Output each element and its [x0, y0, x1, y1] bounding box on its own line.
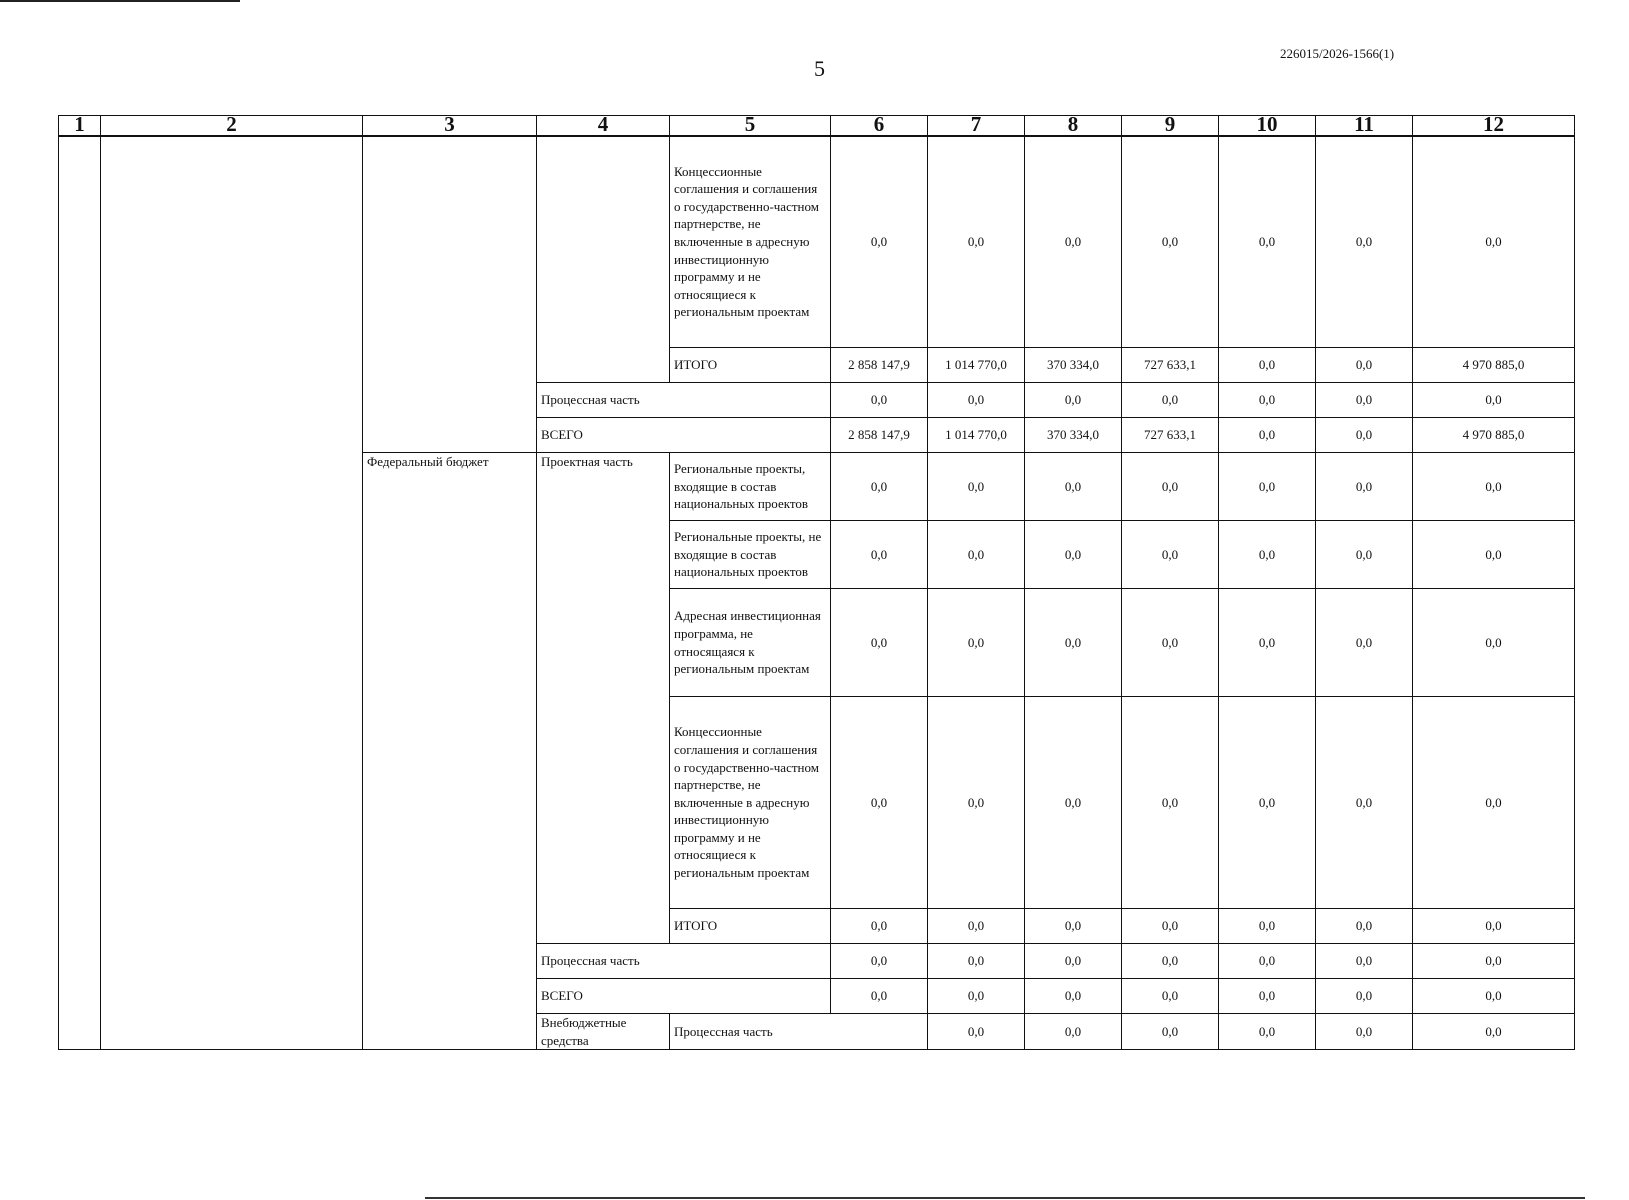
document-code: 226015/2026-1566(1) [1280, 46, 1395, 61]
value-cell: 0,0 [1316, 383, 1413, 418]
value-cell: 0,0 [1219, 383, 1316, 418]
value-cell: 0,0 [1316, 589, 1413, 697]
col2-cell [101, 136, 363, 1050]
value-cell: 0,0 [1413, 453, 1575, 521]
value-cell: 0,0 [1219, 453, 1316, 521]
value-cell: 0,0 [1316, 1014, 1413, 1050]
value-cell: 0,0 [928, 909, 1025, 944]
col4-cell [537, 136, 670, 383]
row-label: Процессная часть [537, 944, 831, 979]
value-cell: 0,0 [1219, 1014, 1316, 1050]
value-cell: 0,0 [1413, 944, 1575, 979]
value-cell: 0,0 [831, 521, 928, 589]
header-cell: 10 [1219, 116, 1316, 136]
value-cell: 0,0 [1122, 979, 1219, 1014]
value-cell: 0,0 [1122, 383, 1219, 418]
value-cell: 0,0 [831, 453, 928, 521]
project-part-label: Проектная часть [537, 453, 670, 944]
row-label: Концессионные соглашения и соглашения о государственно-частном партнерстве, не включенные в адресную инвестиционную программу и не относящиеся к региональным проектам [670, 136, 831, 348]
value-cell: 0,0 [1122, 589, 1219, 697]
row-label: ИТОГО [670, 909, 831, 944]
value-cell: 4 970 885,0 [1413, 418, 1575, 453]
value-cell: 0,0 [1316, 453, 1413, 521]
value-cell: 0,0 [1122, 1014, 1219, 1050]
value-cell: 0,0 [1025, 521, 1122, 589]
budget-table [58, 115, 1575, 1050]
value-cell: 0,0 [1316, 979, 1413, 1014]
value-cell: 0,0 [1025, 589, 1122, 697]
value-cell: 0,0 [928, 697, 1025, 909]
value-cell: 0,0 [1122, 909, 1219, 944]
header-cell: 11 [1316, 116, 1413, 136]
value-cell: 0,0 [928, 589, 1025, 697]
value-cell: 0,0 [831, 136, 928, 348]
header-row [59, 116, 1575, 136]
row-label: Адресная инвестиционная программа, не относящаяся к региональным проектам [670, 589, 831, 697]
value-cell: 0,0 [1219, 944, 1316, 979]
value-cell: 0,0 [1122, 521, 1219, 589]
row-label: Региональные проекты, не входящие в состав национальных проектов [670, 521, 831, 589]
header-cell: 2 [101, 116, 363, 136]
value-cell: 0,0 [1025, 944, 1122, 979]
value-cell: 0,0 [1316, 697, 1413, 909]
value-cell: 0,0 [1025, 1014, 1122, 1050]
value-cell: 0,0 [1025, 909, 1122, 944]
row-label: Процессная часть [537, 383, 831, 418]
value-cell: 0,0 [928, 136, 1025, 348]
value-cell: 0,0 [1219, 979, 1316, 1014]
value-cell: 0,0 [831, 383, 928, 418]
value-cell: 0,0 [1219, 136, 1316, 348]
value-cell: 0,0 [928, 453, 1025, 521]
value-cell: 0,0 [928, 1014, 1025, 1050]
header-cell: 8 [1025, 116, 1122, 136]
value-cell: 0,0 [928, 979, 1025, 1014]
value-cell: 0,0 [1413, 136, 1575, 348]
value-cell: 0,0 [1413, 521, 1575, 589]
source-extrabudget: Внебюджетные средства [537, 1014, 670, 1050]
value-cell: 0,0 [1413, 909, 1575, 944]
table-row [59, 136, 1575, 348]
row-label: ВСЕГО [537, 418, 831, 453]
source-federal-budget: Федеральный бюджет [363, 453, 537, 1050]
value-cell: 0,0 [1316, 136, 1413, 348]
value-cell: 0,0 [1316, 909, 1413, 944]
value-cell: 0,0 [1219, 589, 1316, 697]
value-cell: 0,0 [1025, 979, 1122, 1014]
value-cell: 0,0 [1413, 589, 1575, 697]
header-cell: 7 [928, 116, 1025, 136]
row-label: Процессная часть [670, 1014, 928, 1050]
page-number: 5 [814, 56, 825, 81]
value-cell: 0,0 [1122, 944, 1219, 979]
value-cell: 0,0 [928, 521, 1025, 589]
value-cell: 0,0 [1122, 136, 1219, 348]
value-cell: 0,0 [1316, 348, 1413, 383]
value-cell: 1 014 770,0 [928, 418, 1025, 453]
value-cell: 0,0 [1316, 521, 1413, 589]
value-cell: 0,0 [1413, 383, 1575, 418]
value-cell: 0,0 [1413, 697, 1575, 909]
header-cell: 4 [537, 116, 670, 136]
value-cell: 0,0 [1413, 1014, 1575, 1050]
value-cell: 2 858 147,9 [831, 418, 928, 453]
value-cell: 0,0 [1219, 348, 1316, 383]
value-cell: 0,0 [1219, 418, 1316, 453]
row-label: ИТОГО [670, 348, 831, 383]
value-cell: 727 633,1 [1122, 418, 1219, 453]
value-cell: 0,0 [831, 979, 928, 1014]
value-cell: 2 858 147,9 [831, 348, 928, 383]
header-cell: 12 [1413, 116, 1575, 136]
value-cell: 370 334,0 [1025, 418, 1122, 453]
value-cell: 0,0 [1025, 453, 1122, 521]
value-cell: 0,0 [1219, 909, 1316, 944]
scan-edge-bottom [425, 1197, 1585, 1199]
value-cell: 4 970 885,0 [1413, 348, 1575, 383]
row-label: Концессионные соглашения и соглашения о государственно-частном партнерстве, не включенные в адресную инвестиционную программу и не относящиеся к региональным проектам [670, 697, 831, 909]
value-cell: 0,0 [831, 697, 928, 909]
value-cell: 370 334,0 [1025, 348, 1122, 383]
value-cell: 0,0 [1219, 697, 1316, 909]
row-label: Региональные проекты, входящие в состав национальных проектов [670, 453, 831, 521]
value-cell: 0,0 [831, 589, 928, 697]
value-cell: 0,0 [1316, 944, 1413, 979]
value-cell: 0,0 [1025, 697, 1122, 909]
value-cell: 0,0 [831, 909, 928, 944]
scan-edge-top [0, 0, 240, 2]
header-cell: 6 [831, 116, 928, 136]
value-cell: 1 014 770,0 [928, 348, 1025, 383]
header-cell: 5 [670, 116, 831, 136]
value-cell: 0,0 [928, 383, 1025, 418]
col3-cell [363, 136, 537, 453]
value-cell: 0,0 [1025, 136, 1122, 348]
row-label: ВСЕГО [537, 979, 831, 1014]
value-cell: 727 633,1 [1122, 348, 1219, 383]
value-cell: 0,0 [1413, 979, 1575, 1014]
col1-cell [59, 136, 101, 1050]
value-cell: 0,0 [1122, 697, 1219, 909]
value-cell: 0,0 [1025, 383, 1122, 418]
header-cell: 1 [59, 116, 101, 136]
value-cell: 0,0 [1122, 453, 1219, 521]
value-cell: 0,0 [928, 944, 1025, 979]
header-cell: 9 [1122, 116, 1219, 136]
value-cell: 0,0 [1316, 418, 1413, 453]
value-cell: 0,0 [1219, 521, 1316, 589]
value-cell: 0,0 [831, 944, 928, 979]
header-cell: 3 [363, 116, 537, 136]
